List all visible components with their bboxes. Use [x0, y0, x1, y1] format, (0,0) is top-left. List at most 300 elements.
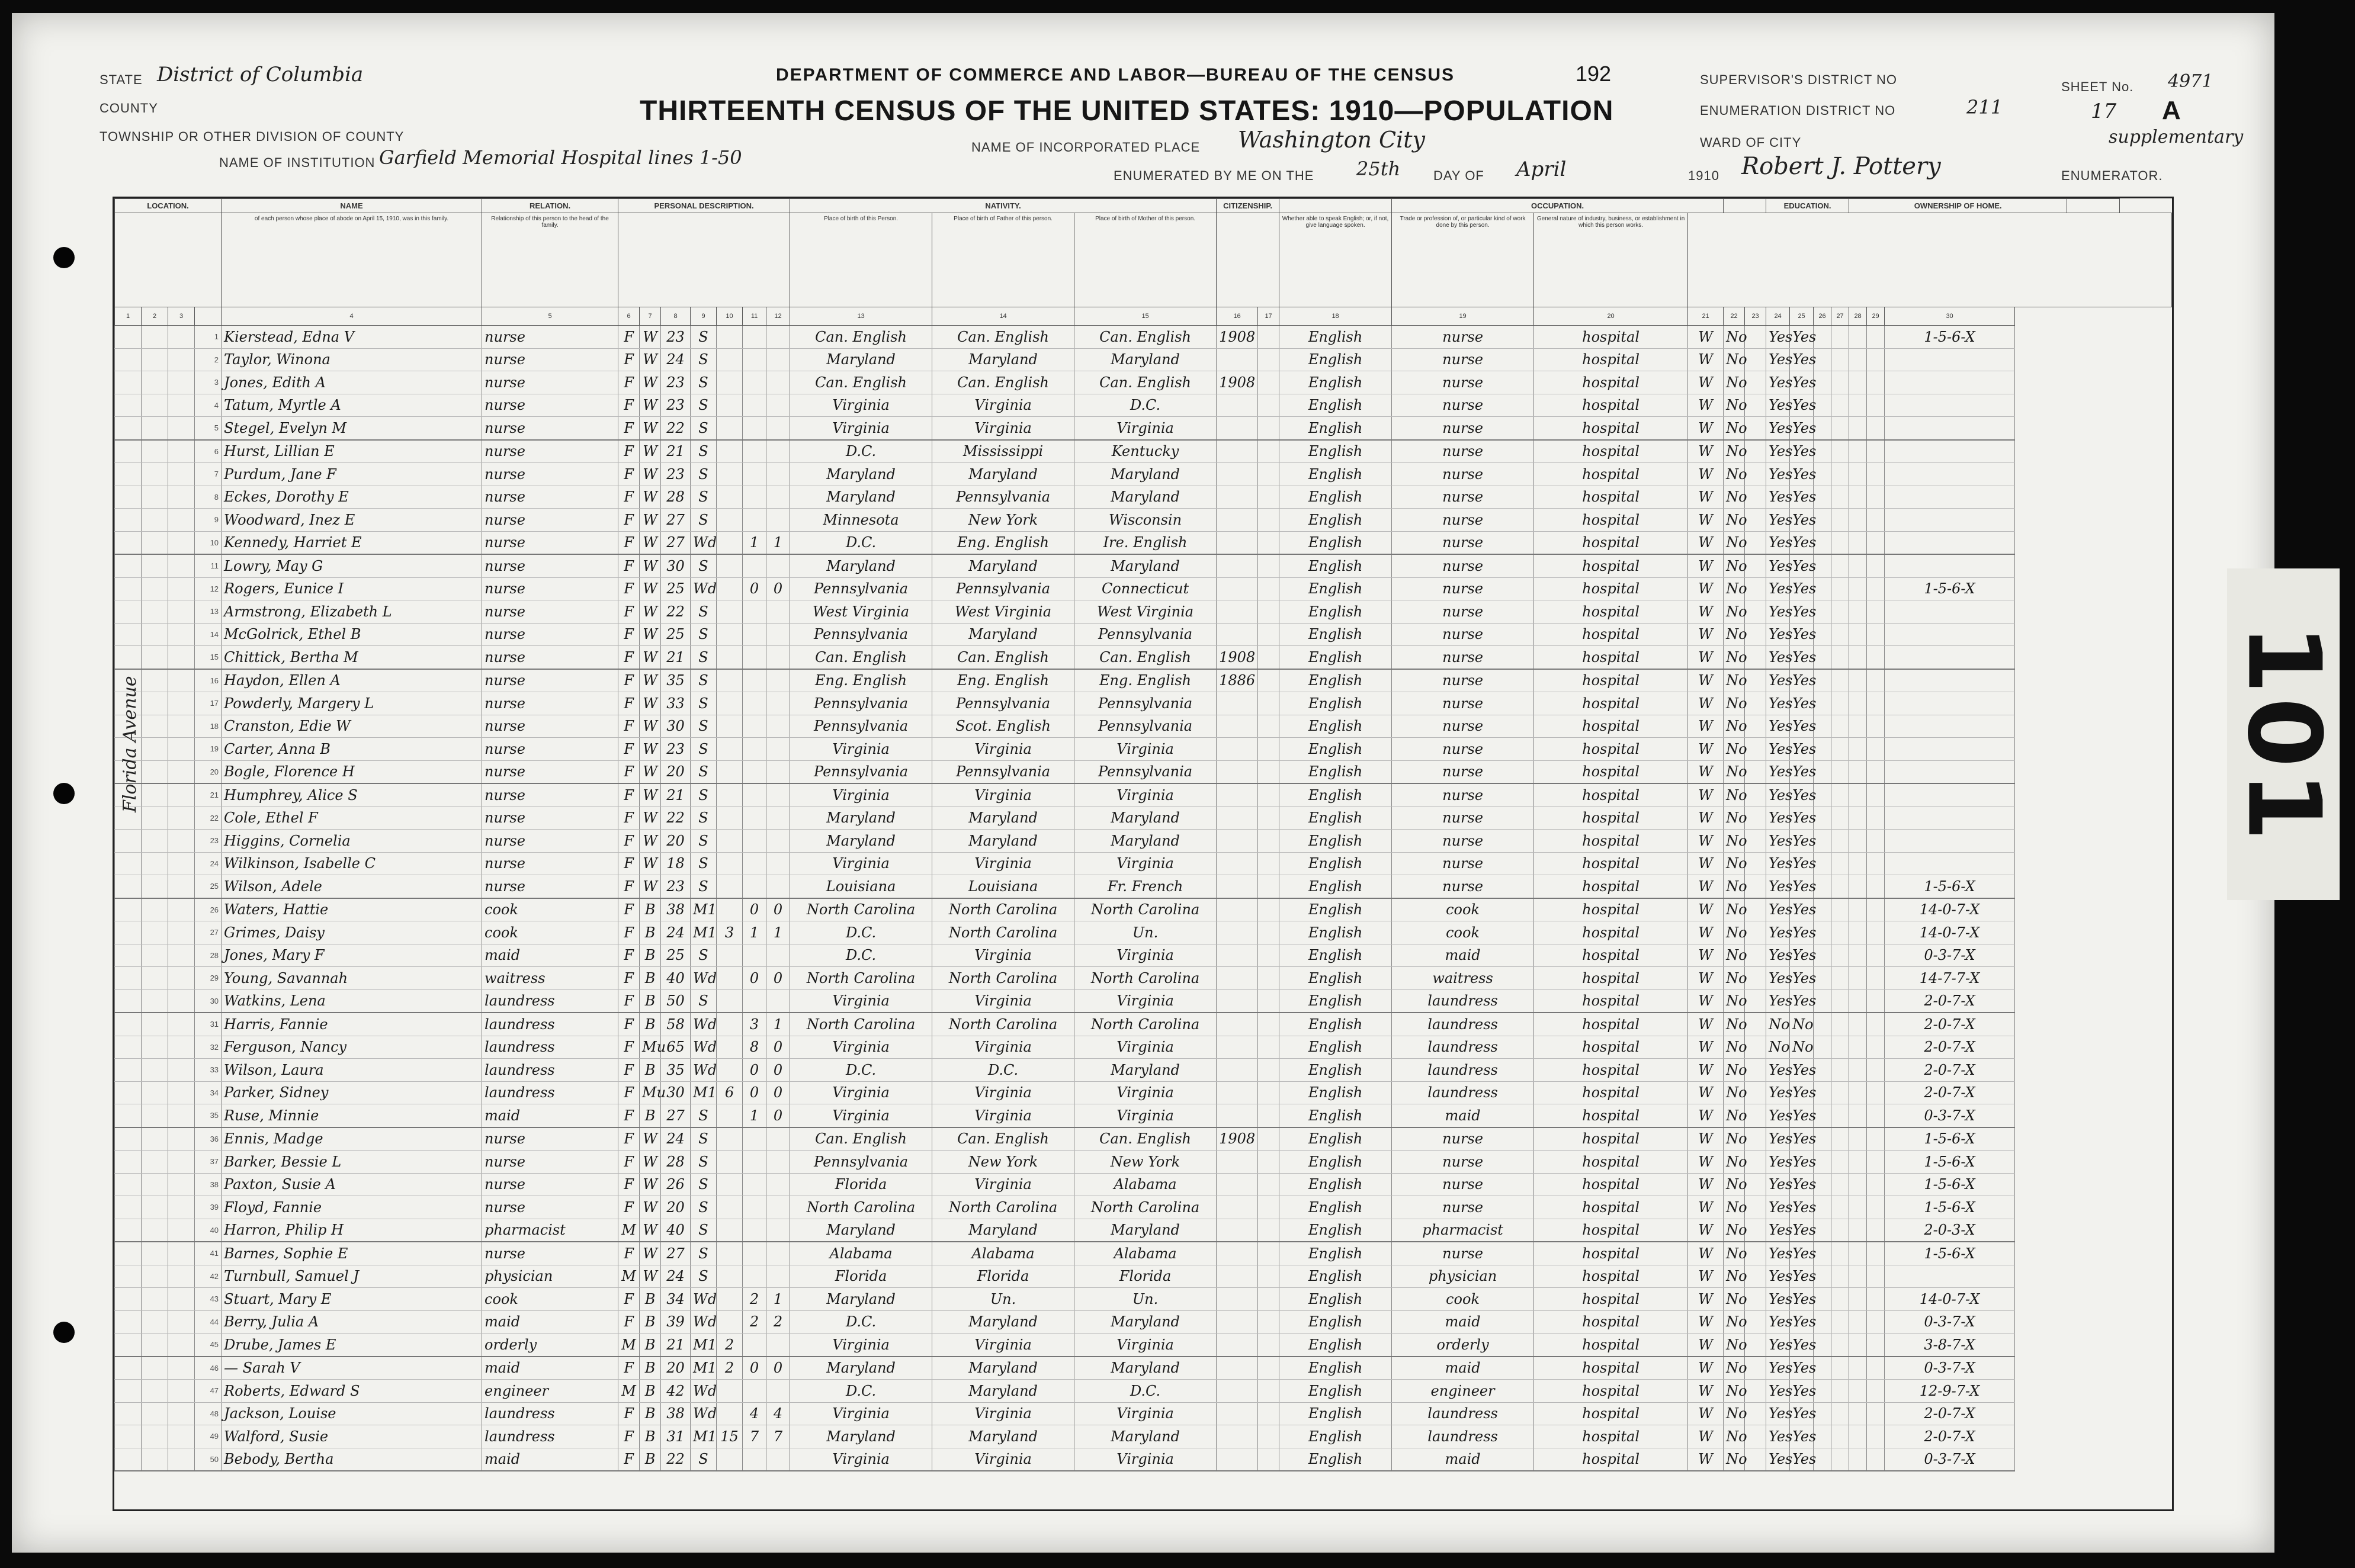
cell-oow: No [1724, 1104, 1745, 1127]
cell-born: 7 [743, 1425, 766, 1448]
cell-n: 19 [195, 738, 222, 761]
cell-empty [1849, 623, 1867, 646]
cell-age: 30 [661, 554, 691, 577]
cell-empty [1831, 1265, 1849, 1288]
column-number: 17 [1258, 307, 1279, 326]
cell-empty [1831, 1151, 1849, 1174]
cell-empty [1849, 1219, 1867, 1242]
cell-trade: laundress [1392, 1425, 1534, 1448]
cell-emp: W [1688, 1380, 1724, 1403]
cell-rpt [1885, 692, 2015, 715]
cell-empty [1814, 715, 1831, 738]
column-number: 22 [1724, 307, 1745, 326]
cell-empty [115, 1425, 142, 1448]
cell-ind: hospital [1534, 348, 1688, 371]
cell-imm [1217, 1081, 1258, 1104]
cell-age: 18 [661, 852, 691, 875]
cell-rel: nurse [482, 417, 618, 440]
cell-living [766, 1265, 790, 1288]
cell-empty [1849, 1196, 1867, 1219]
cell-name: Bebody, Bertha [222, 1448, 482, 1471]
cell-pf: Maryland [932, 1425, 1074, 1448]
cell-lang: English [1279, 1219, 1392, 1242]
cell-rpt [1885, 531, 2015, 554]
cell-empty [1867, 371, 1885, 394]
cell-n: 34 [195, 1081, 222, 1104]
cell-oow: No [1724, 348, 1745, 371]
cell-living: 7 [766, 1425, 790, 1448]
cell-pf: Maryland [932, 1310, 1074, 1334]
cell-rpt: 1-5-6-X [1885, 875, 2015, 898]
table-row [115, 783, 2172, 807]
cell-empty [168, 1310, 195, 1334]
cell-empty [1814, 1173, 1831, 1196]
cell-pb: Maryland [790, 486, 932, 509]
cell-emp: W [1688, 1059, 1724, 1082]
cell-pf: Virginia [932, 417, 1074, 440]
cell-oow: No [1724, 486, 1745, 509]
cell-empty [1258, 623, 1279, 646]
cell-empty [1831, 692, 1849, 715]
cell-write: Yes [1790, 715, 1814, 738]
incorporated-label: NAME OF INCORPORATED PLACE [971, 140, 1201, 155]
cell-empty [115, 1265, 142, 1288]
cell-living [766, 623, 790, 646]
cell-lang: English [1279, 646, 1392, 669]
cell-pm: Maryland [1074, 486, 1217, 509]
cell-empty [1849, 1288, 1867, 1311]
cell-ms: S [691, 1196, 717, 1219]
cell-lang: English [1279, 989, 1392, 1013]
cell-pb: Minnesota [790, 509, 932, 532]
table-row [115, 1288, 2172, 1311]
cell-sex: F [618, 967, 640, 990]
cell-race: W [640, 1242, 661, 1265]
cell-empty [115, 921, 142, 944]
cell-born: 1 [743, 1104, 766, 1127]
cell-sex: F [618, 600, 640, 624]
cell-empty [168, 715, 195, 738]
cell-read: No [1766, 1013, 1790, 1036]
cell-empty [1867, 807, 1885, 830]
cell-empty [1814, 1196, 1831, 1219]
cell-ms: S [691, 852, 717, 875]
trade-desc: Trade or profession of, or particular kind of work done by this person. [1392, 213, 1534, 307]
col-group-location: LOCATION. [115, 199, 222, 213]
cell-sex: F [618, 738, 640, 761]
cell-name: Waters, Hattie [222, 898, 482, 921]
col-group-relation: RELATION. [482, 199, 618, 213]
cell-empty [1849, 1059, 1867, 1082]
cell-sex: F [618, 898, 640, 921]
cell-empty [168, 1448, 195, 1471]
cell-living [766, 348, 790, 371]
cell-race: W [640, 417, 661, 440]
cell-oow: No [1724, 783, 1745, 807]
cell-born [743, 760, 766, 783]
cell-read: Yes [1766, 1402, 1790, 1425]
column-number: 20 [1534, 307, 1688, 326]
cell-empty [1814, 944, 1831, 967]
cell-empty [1814, 921, 1831, 944]
cell-rpt: 1-5-6-X [1885, 1196, 2015, 1219]
cell-empty [1745, 1425, 1766, 1448]
cell-name: Powderly, Margery L [222, 692, 482, 715]
cell-empty [142, 417, 168, 440]
cell-emp: W [1688, 715, 1724, 738]
cell-emp: W [1688, 1081, 1724, 1104]
cell-empty [142, 898, 168, 921]
cell-pb: D.C. [790, 944, 932, 967]
cell-rpt: 2-0-7-X [1885, 1059, 2015, 1082]
table-row [115, 852, 2172, 875]
cell-pb: West Virginia [790, 600, 932, 624]
cell-read: Yes [1766, 1127, 1790, 1151]
cell-rpt: 0-3-7-X [1885, 1310, 2015, 1334]
cell-ind: hospital [1534, 440, 1688, 463]
cell-rpt [1885, 738, 2015, 761]
cell-rpt: 1-5-6-X [1885, 1173, 2015, 1196]
cell-yrs [717, 1380, 743, 1403]
cell-empty [1867, 875, 1885, 898]
cell-trade: nurse [1392, 1173, 1534, 1196]
cell-rel: nurse [482, 1196, 618, 1219]
table-row [115, 921, 2172, 944]
enumeration-label: ENUMERATION DISTRICT NO [1700, 103, 1896, 118]
cell-oow: No [1724, 646, 1745, 669]
cell-empty [142, 1265, 168, 1288]
cell-trade: nurse [1392, 623, 1534, 646]
cell-pm: New York [1074, 1151, 1217, 1174]
cell-ind: hospital [1534, 554, 1688, 577]
cell-empty [1258, 486, 1279, 509]
cell-ms: S [691, 394, 717, 417]
cell-lang: English [1279, 417, 1392, 440]
cell-yrs [717, 486, 743, 509]
cell-empty [1849, 692, 1867, 715]
cell-ind: hospital [1534, 921, 1688, 944]
cell-rel: nurse [482, 692, 618, 715]
cell-empty [1867, 944, 1885, 967]
cell-empty [1745, 1219, 1766, 1242]
cell-empty [1831, 715, 1849, 738]
cell-pb: Pennsylvania [790, 715, 932, 738]
cell-age: 27 [661, 509, 691, 532]
cell-race: Mu [640, 1036, 661, 1059]
cell-write: Yes [1790, 807, 1814, 830]
cell-rel: cook [482, 921, 618, 944]
cell-oow: No [1724, 1173, 1745, 1196]
cell-pb: Maryland [790, 1288, 932, 1311]
cell-write: Yes [1790, 875, 1814, 898]
cell-living [766, 417, 790, 440]
cell-living: 1 [766, 531, 790, 554]
cell-n: 32 [195, 1036, 222, 1059]
cell-empty [168, 783, 195, 807]
cell-empty [1745, 440, 1766, 463]
cell-rpt: 0-3-7-X [1885, 944, 2015, 967]
cell-pm: D.C. [1074, 1380, 1217, 1403]
cell-age: 20 [661, 830, 691, 853]
cell-ind: hospital [1534, 1265, 1688, 1288]
cell-race: B [640, 1288, 661, 1311]
cell-oow: No [1724, 669, 1745, 692]
cell-yrs [717, 531, 743, 554]
cell-empty [1745, 944, 1766, 967]
cell-sex: F [618, 371, 640, 394]
table-row [115, 692, 2172, 715]
cell-yrs [717, 692, 743, 715]
cell-rpt: 14-0-7-X [1885, 1288, 2015, 1311]
cell-empty [168, 669, 195, 692]
cell-n: 47 [195, 1380, 222, 1403]
cell-sex: F [618, 921, 640, 944]
cell-n: 20 [195, 760, 222, 783]
cell-pf: Maryland [932, 348, 1074, 371]
cell-empty [1849, 715, 1867, 738]
cell-pb: D.C. [790, 921, 932, 944]
cell-rpt: 2-0-7-X [1885, 1013, 2015, 1036]
cell-empty [142, 1059, 168, 1082]
cell-empty [1745, 531, 1766, 554]
cell-empty [1867, 486, 1885, 509]
cell-empty [142, 807, 168, 830]
cell-empty [168, 1059, 195, 1082]
cell-emp: W [1688, 486, 1724, 509]
cell-pf: North Carolina [932, 967, 1074, 990]
cell-yrs [717, 944, 743, 967]
cell-n: 39 [195, 1196, 222, 1219]
cell-empty [142, 1173, 168, 1196]
cell-born [743, 852, 766, 875]
cell-ind: hospital [1534, 852, 1688, 875]
cell-empty [168, 944, 195, 967]
cell-empty [168, 830, 195, 853]
cell-pm: Maryland [1074, 807, 1217, 830]
cell-imm [1217, 509, 1258, 532]
cell-pb: Maryland [790, 1425, 932, 1448]
cell-n: 43 [195, 1288, 222, 1311]
cell-pb: Maryland [790, 1357, 932, 1380]
cell-empty [1745, 967, 1766, 990]
cell-trade: laundress [1392, 1036, 1534, 1059]
cell-empty [1867, 646, 1885, 669]
cell-emp: W [1688, 944, 1724, 967]
cell-born: 2 [743, 1310, 766, 1334]
cell-lang: English [1279, 509, 1392, 532]
cell-age: 23 [661, 875, 691, 898]
cell-empty [1831, 1013, 1849, 1036]
cell-empty [1867, 1357, 1885, 1380]
cell-n: 50 [195, 1448, 222, 1471]
cell-name: Floyd, Fannie [222, 1196, 482, 1219]
cell-imm [1217, 807, 1258, 830]
cell-empty [115, 1196, 142, 1219]
cell-ind: hospital [1534, 669, 1688, 692]
sheet-number: 4971 [2168, 71, 2213, 92]
cell-age: 27 [661, 1242, 691, 1265]
cell-pf: Pennsylvania [932, 577, 1074, 600]
cell-imm [1217, 760, 1258, 783]
cell-rpt: 0-3-7-X [1885, 1448, 2015, 1471]
cell-pb: D.C. [790, 440, 932, 463]
column-number: 16 [1217, 307, 1258, 326]
cell-empty [1814, 898, 1831, 921]
cell-pb: Louisiana [790, 875, 932, 898]
cell-empty [142, 738, 168, 761]
cell-write: Yes [1790, 577, 1814, 600]
cell-empty [1849, 440, 1867, 463]
cell-yrs [717, 738, 743, 761]
cell-age: 23 [661, 326, 691, 349]
cell-trade: maid [1392, 1104, 1534, 1127]
cell-empty [115, 1310, 142, 1334]
cell-write: Yes [1790, 1104, 1814, 1127]
cell-age: 21 [661, 440, 691, 463]
cell-lang: English [1279, 1380, 1392, 1403]
cell-ind: hospital [1534, 486, 1688, 509]
cell-lang: English [1279, 692, 1392, 715]
cell-write: No [1790, 1013, 1814, 1036]
cell-empty [1745, 646, 1766, 669]
cell-empty [142, 692, 168, 715]
column-number: 27 [1831, 307, 1849, 326]
cell-empty [1831, 1081, 1849, 1104]
col-group-name: NAME [222, 199, 482, 213]
cell-empty [1831, 1288, 1849, 1311]
cell-empty [142, 989, 168, 1013]
cell-lang: English [1279, 326, 1392, 349]
cell-empty [1745, 830, 1766, 853]
cell-trade: maid [1392, 944, 1534, 967]
cell-pb: D.C. [790, 1059, 932, 1082]
cell-empty [1745, 1265, 1766, 1288]
cell-living [766, 1173, 790, 1196]
cell-emp: W [1688, 554, 1724, 577]
cell-empty [1831, 1242, 1849, 1265]
cell-sex: F [618, 509, 640, 532]
table-row [115, 760, 2172, 783]
cell-empty [1745, 1104, 1766, 1127]
cell-name: Kennedy, Harriet E [222, 531, 482, 554]
cell-empty [1745, 852, 1766, 875]
table-row [115, 1081, 2172, 1104]
cell-born: 1 [743, 921, 766, 944]
cell-ind: hospital [1534, 715, 1688, 738]
cell-write: Yes [1790, 1448, 1814, 1471]
cell-empty [1867, 852, 1885, 875]
cell-empty [142, 1127, 168, 1151]
cell-name: Parker, Sidney [222, 1081, 482, 1104]
cell-ind: hospital [1534, 1380, 1688, 1403]
cell-pb: D.C. [790, 1310, 932, 1334]
cell-age: 23 [661, 738, 691, 761]
cell-ind: hospital [1534, 1425, 1688, 1448]
table-row [115, 967, 2172, 990]
cell-pb: Virginia [790, 1081, 932, 1104]
cell-imm [1217, 531, 1258, 554]
cell-emp: W [1688, 440, 1724, 463]
cell-born [743, 1265, 766, 1288]
cell-ind: hospital [1534, 783, 1688, 807]
cell-empty [1258, 1081, 1279, 1104]
cell-empty [1814, 1081, 1831, 1104]
cell-rpt: 14-0-7-X [1885, 921, 2015, 944]
cell-empty [1258, 1036, 1279, 1059]
cell-living [766, 738, 790, 761]
cell-sex: F [618, 783, 640, 807]
cell-empty [1831, 898, 1849, 921]
cell-name: Wilson, Adele [222, 875, 482, 898]
cell-empty [168, 1127, 195, 1151]
cell-rel: physician [482, 1265, 618, 1288]
cell-read: Yes [1766, 1104, 1790, 1127]
cell-yrs [717, 1013, 743, 1036]
cell-lang: English [1279, 1310, 1392, 1334]
cell-n: 1 [195, 326, 222, 349]
cell-empty [115, 1151, 142, 1174]
cell-empty [168, 1288, 195, 1311]
cell-empty [168, 326, 195, 349]
cell-ms: S [691, 646, 717, 669]
cell-lang: English [1279, 1196, 1392, 1219]
column-number: 3 [168, 307, 195, 326]
cell-sex: F [618, 1196, 640, 1219]
cell-empty [1867, 783, 1885, 807]
cell-trade: nurse [1392, 394, 1534, 417]
cell-rel: cook [482, 1288, 618, 1311]
cell-oow: No [1724, 852, 1745, 875]
cell-pf: Maryland [932, 1380, 1074, 1403]
cell-write: Yes [1790, 989, 1814, 1013]
cell-name: Stuart, Mary E [222, 1288, 482, 1311]
table-row [115, 1104, 2172, 1127]
cell-imm [1217, 989, 1258, 1013]
cell-rel: laundress [482, 1425, 618, 1448]
cell-living: 1 [766, 1288, 790, 1311]
cell-n: 13 [195, 600, 222, 624]
cell-empty [1867, 600, 1885, 624]
column-number: 7 [640, 307, 661, 326]
cell-rpt [1885, 509, 2015, 532]
cell-oow: No [1724, 417, 1745, 440]
cell-empty [115, 1104, 142, 1127]
cell-yrs [717, 440, 743, 463]
cell-trade: nurse [1392, 875, 1534, 898]
cell-empty [1831, 1425, 1849, 1448]
cell-yrs [717, 394, 743, 417]
cell-trade: nurse [1392, 371, 1534, 394]
cell-born [743, 623, 766, 646]
cell-pb: Can. English [790, 326, 932, 349]
cell-empty [142, 830, 168, 853]
cell-n: 2 [195, 348, 222, 371]
cell-living [766, 371, 790, 394]
year: 1910 [1688, 168, 1719, 183]
cell-lang: English [1279, 1265, 1392, 1288]
cell-sex: F [618, 1127, 640, 1151]
cell-empty [1814, 1265, 1831, 1288]
cell-living: 0 [766, 577, 790, 600]
cell-living [766, 692, 790, 715]
cell-pb: Virginia [790, 1036, 932, 1059]
cell-lang: English [1279, 967, 1392, 990]
cell-read: Yes [1766, 417, 1790, 440]
cell-empty [168, 1104, 195, 1127]
cell-age: 40 [661, 967, 691, 990]
cell-sex: F [618, 1036, 640, 1059]
cell-lang: English [1279, 807, 1392, 830]
